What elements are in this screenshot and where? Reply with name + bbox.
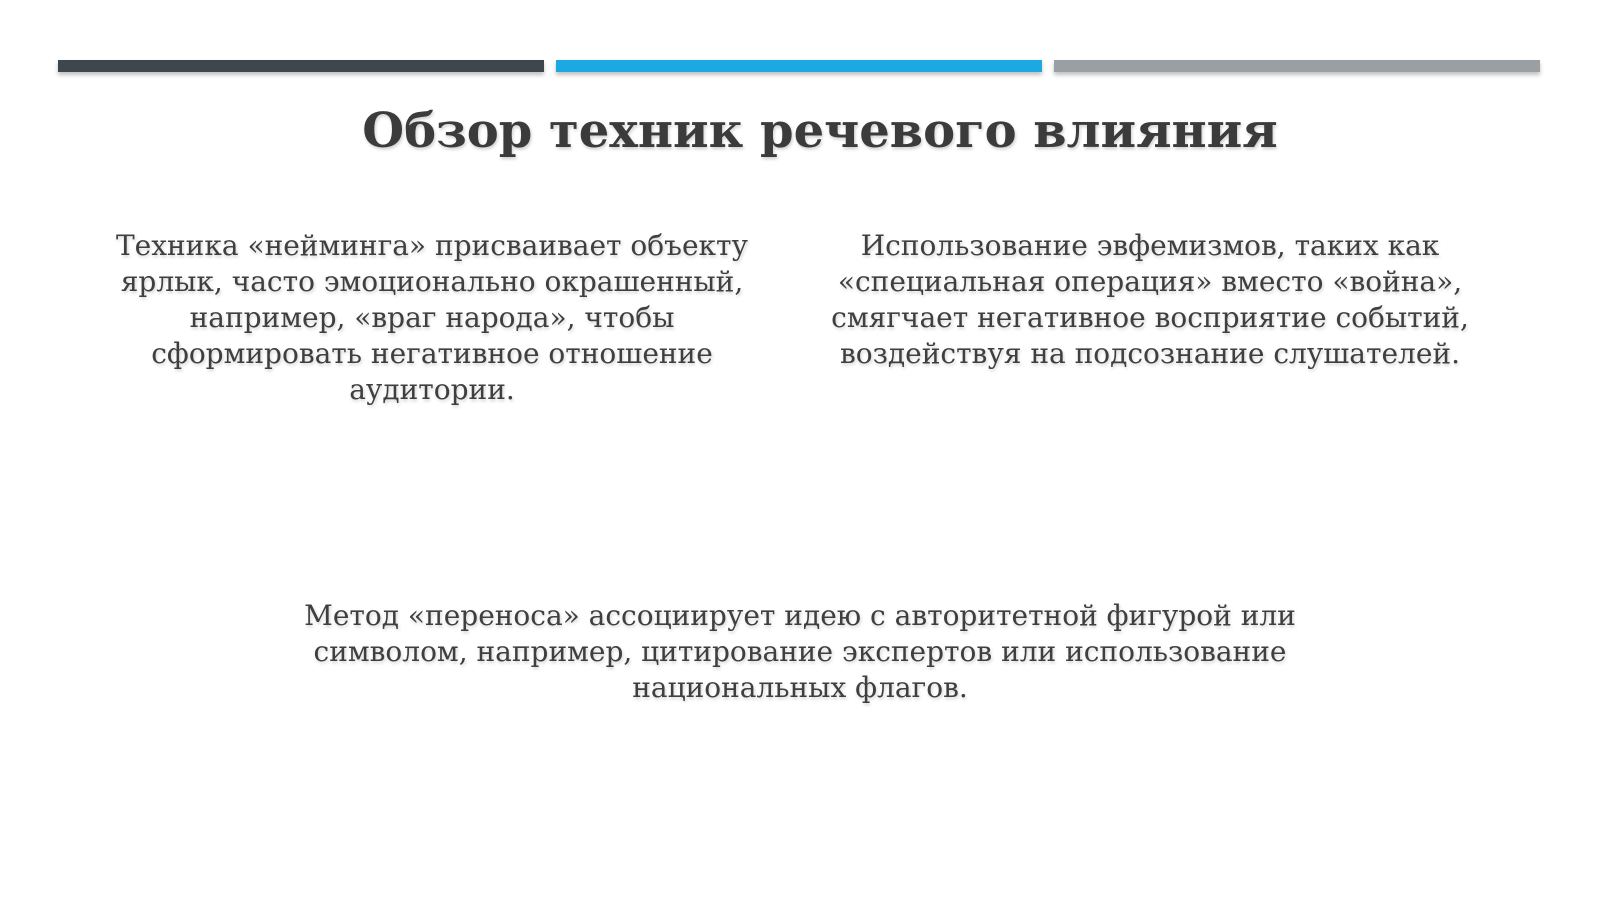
text-block-euphemisms: Использование эвфемизмов, таких как «специальная операция» вместо «война», смягчает негативное восприятие событий, воздействуя на подсознание слушателей.: [831, 229, 1469, 370]
accent-bar-blue: [556, 60, 1042, 72]
text-block-naming: Техника «нейминга» присваивает объекту ярлык, часто эмоционально окрашенный, например, «враг народа», чтобы сформировать негативное отношение аудитории.: [115, 229, 748, 406]
text-block-transfer: Метод «переноса» ассоциирует идею с авторитетной фигурой или символом, например, цитирование экспертов или использование национальных флагов.: [304, 599, 1296, 704]
slide-title: Обзор техник речевого влияния: [362, 103, 1278, 159]
accent-bar-dark: [58, 60, 544, 72]
accent-bar-gray: [1054, 60, 1540, 72]
